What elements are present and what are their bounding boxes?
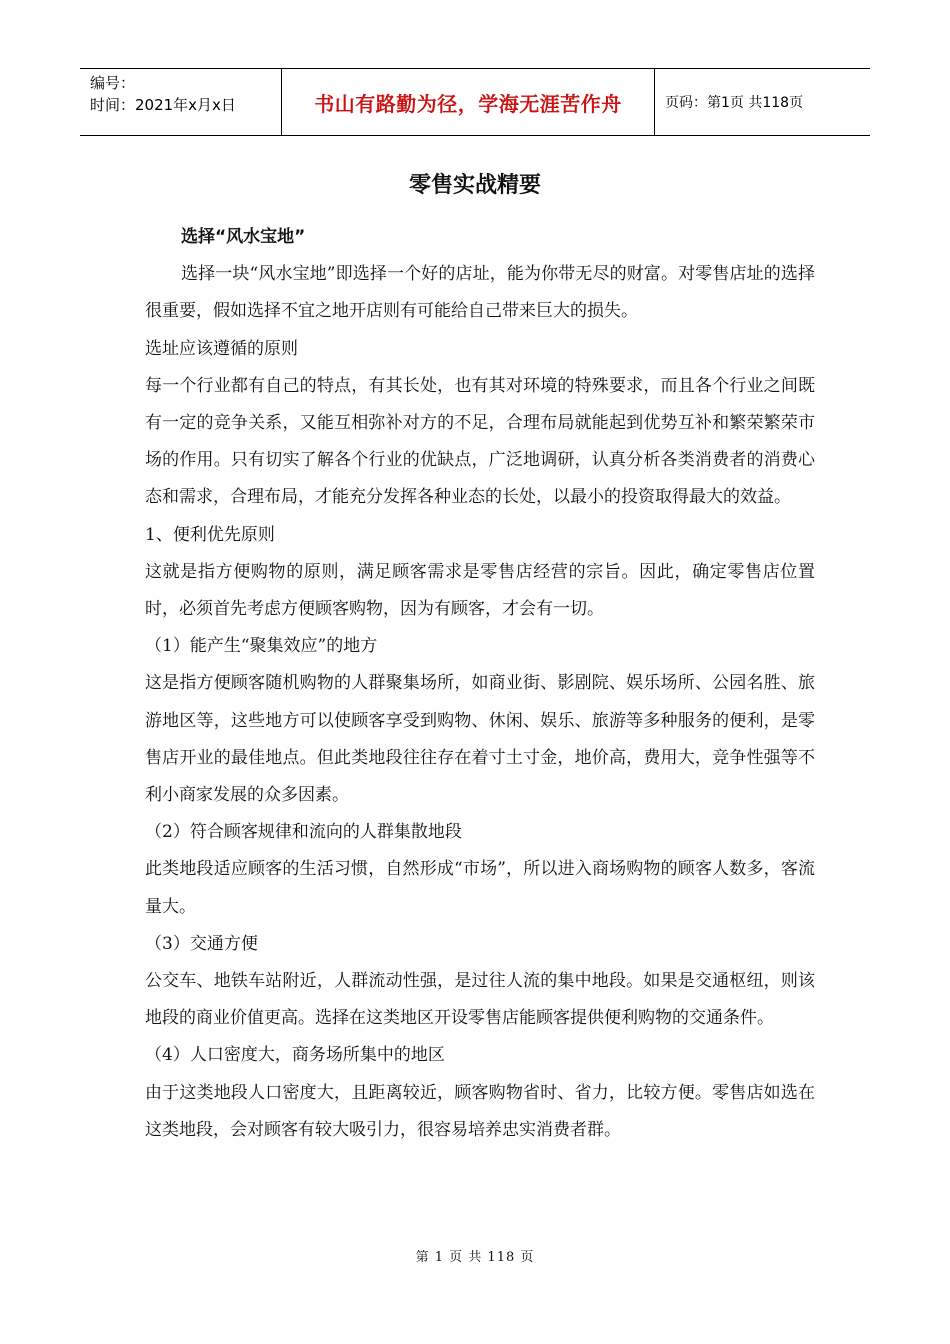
section-heading: 选择“风水宝地” bbox=[181, 227, 306, 247]
paragraph-item1: 这是指方便顾客随机购物的人群聚集场所，如商业街、影剧院、娱乐场所、公园名胜、旅游地区等，这些地方可以使顾客享受到购物、休闲、娱乐、旅游等多种服务的便利，是零售店开业的最佳地点。但此类地段往往存在着寸土寸金，地价高，费用大，竞争性强等不利小商家发展的众多因素。 bbox=[145, 673, 815, 806]
paragraph-item3: 公交车、地铁车站附近，人群流动性强，是过往人流的集中地段。如果是交通枢纽，则该地段的商业价值更高。选择在这类地区开设零售店能顾客提供便利购物的交通条件。 bbox=[145, 971, 815, 1029]
header-motto: 书山有路勤为径，学海无涯苦作舟 bbox=[314, 91, 622, 116]
page-footer: 第 1 页 共 118 页 bbox=[415, 1250, 535, 1265]
time-label: 时间：2021年x月x日 bbox=[90, 96, 236, 114]
header-meta-cell bbox=[80, 69, 281, 135]
paragraph-item4: 由于这类地段人口密度大，且距离较近，顾客购物省时、省力，比较方便。零售店如选在这类地段，会对顾客有较大吸引力，很容易培养忠实消费者群。 bbox=[145, 1082, 815, 1140]
header-page-cell bbox=[655, 69, 870, 135]
paragraph-principles-heading: 选址应该遵循的原则 bbox=[145, 338, 298, 359]
header-motto-cell bbox=[281, 69, 655, 135]
paragraph-industry: 每一个行业都有自己的特点，有其长处，也有其对环境的特殊要求，而且各个行业之间既有一定的竞争关系，又能互相弥补对方的不足，合理布局就能起到优势互补和繁荣繁荣市场的作用。只有切实了解各个行业的优缺点，广泛地调研，认真分析各类消费者的消费心态和需求，合理布局，才能充分发挥各种业态的长处，以最小的投资取得最大的效益。 bbox=[145, 375, 815, 508]
header-table bbox=[80, 68, 870, 136]
paragraph-convenience-heading: 1、便利优先原则 bbox=[145, 524, 275, 545]
paragraph-item2: 此类地段适应顾客的生活习惯，自然形成“市场”，所以进入商场购物的顾客人数多，客流量大。 bbox=[145, 859, 815, 917]
paragraph-item1-heading: （1）能产生“聚集效应”的地方 bbox=[145, 636, 378, 657]
document-body bbox=[145, 219, 815, 1149]
paragraph-item3-heading: （3）交通方便 bbox=[145, 933, 258, 954]
document-title: 零售实战精要 bbox=[408, 173, 541, 198]
paragraph-intro: 选择一块“风水宝地”即选择一个好的店址，能为你带无尽的财富。对零售店址的选择很重要，假如选择不宜之地开店则有可能给自己带来巨大的损失。 bbox=[145, 264, 815, 322]
paragraph-convenience: 这就是指方便购物的原则，满足顾客需求是零售店经营的宗旨。因此，确定零售店位置时，必须首先考虑方便顾客购物，因为有顾客，才会有一切。 bbox=[145, 561, 815, 620]
serial-number-label: 编号： bbox=[90, 74, 136, 92]
paragraph-item2-heading: （2）符合顾客规律和流向的人群集散地段 bbox=[145, 822, 462, 843]
header-page-info: 页码：第1页 共118页 bbox=[665, 95, 804, 111]
paragraph-item4-heading: （4）人口密度大，商务场所集中的地区 bbox=[145, 1045, 445, 1066]
